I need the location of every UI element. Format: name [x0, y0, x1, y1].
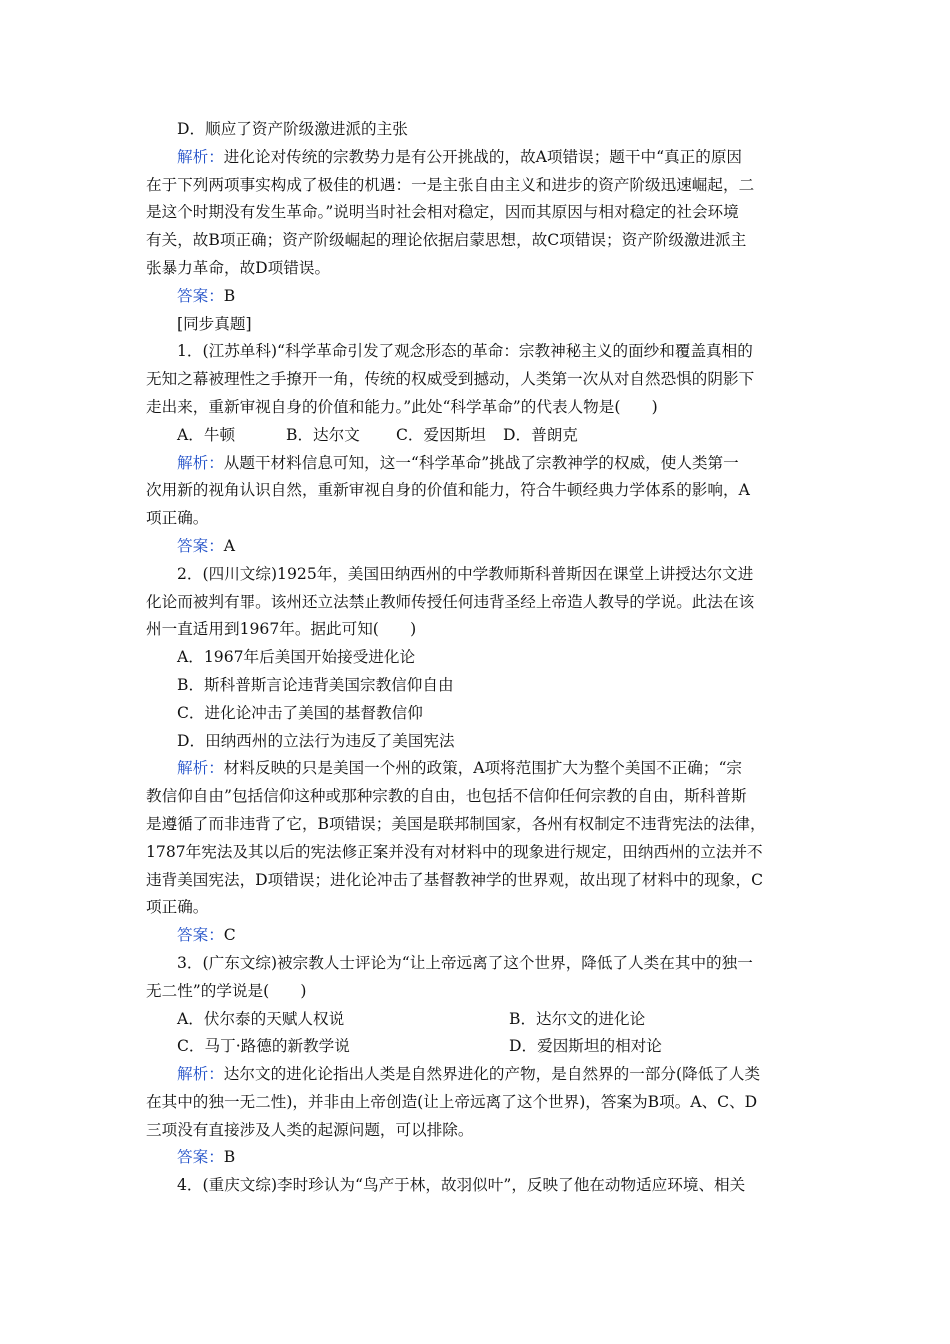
- answer-value: B: [223, 1148, 236, 1167]
- q2-analysis-line-5: 违背美国宪法，D项错误；进化论冲击了基督教神学的世界观，故出现了材料中的现象，C: [146, 870, 763, 889]
- q1-stem-line-2: 无知之幕被理性之手撩开一角，传统的权威受到撼动，人类第一次从对自然恐惧的阴影下: [146, 370, 755, 389]
- q1-analysis-line-1: 解析：从题干材料信息可知，这一“科学革命”挑战了宗教神学的权威，使人类第一: [177, 453, 739, 472]
- prev-analysis-line-2: 在于下列两项事实构成了极佳的机遇：一是主张自由主义和进步的资产阶级迅速崛起，二: [146, 175, 755, 194]
- answer-value: C: [223, 926, 236, 945]
- q4-stem-line-1: 4．(重庆文综)李时珍认为“鸟产于林，故羽似叶”，反映了他在动物适应环境、相关: [177, 1176, 746, 1195]
- q2-option-d: D．田纳西州的立法行为违反了美国宪法: [177, 731, 455, 750]
- section-heading: [同步真题]: [177, 314, 252, 333]
- q3-option-b: B．达尔文的进化论: [509, 1009, 646, 1028]
- q1-analysis-line-2: 次用新的视角认识自然，重新审视自身的价值和能力，符合牛顿经典力学体系的影响，A: [146, 481, 750, 500]
- q2-answer: [146, 922, 810, 950]
- answer-value: B: [223, 286, 236, 305]
- q1-option-c: C．爱因斯坦: [396, 425, 486, 444]
- q3-stem-line-1: 3．(广东文综)被宗教人士评论为“让上帝远离了这个世界，降低了人类在其中的独一: [177, 953, 753, 972]
- q3-option-d: D．爱因斯坦的相对论: [509, 1037, 662, 1056]
- prev-analysis-line-3: 是这个时期没有发生革命。”说明当时社会相对稳定，因而其原因与相对稳定的社会环境: [146, 203, 739, 222]
- q2-option-a: A．1967年后美国开始接受进化论: [177, 648, 416, 667]
- analysis-label: 解析：: [177, 147, 224, 166]
- q3-analysis-line-3: 三项没有直接涉及人类的起源问题，可以排除。: [146, 1120, 474, 1139]
- q1-option-a: A．牛顿: [177, 425, 236, 444]
- q3-stem-line-2: 无二性”的学说是( ): [146, 981, 307, 1000]
- q1-stem-line-1: 1．(江苏单科)“科学革命引发了观念形态的革命：宗教神秘主义的面纱和覆盖真相的: [177, 342, 753, 361]
- q2-analysis-line-6: 项正确。: [146, 898, 209, 917]
- answer-label: 答案：: [177, 1148, 224, 1167]
- q2-option-b: B．斯科普斯言论违背美国宗教信仰自由: [177, 675, 454, 694]
- q2-option-c: C．进化论冲击了美国的基督教信仰: [177, 703, 423, 722]
- q2-stem-line-1: 2．(四川文综)1925年，美国田纳西州的中学教师斯科普斯因在课堂上讲授达尔文进: [177, 564, 754, 583]
- analysis-label: 解析：: [177, 1065, 224, 1084]
- analysis-label: 解析：: [177, 759, 224, 778]
- q2-analysis-line-1: 解析：材料反映的只是美国一个州的政策，A项将范围扩大为整个美国不正确；“宗: [177, 759, 743, 778]
- q1-answer: [146, 533, 810, 561]
- q1-option-d: D．普朗克: [503, 425, 578, 444]
- answer-label: 答案：: [177, 286, 224, 305]
- q1-options: [146, 422, 810, 450]
- prev-analysis-line-1: 解析：进化论对传统的宗教势力是有公开挑战的，故A项错误；题干中“真正的原因: [177, 147, 743, 166]
- q3-option-a: A．伏尔泰的天赋人权说: [177, 1009, 345, 1028]
- q2-analysis-line-4: 1787年宪法及其以后的宪法修正案并没有对材料中的现象进行规定，田纳西州的立法并不: [146, 842, 763, 861]
- prev-option-d: D．顺应了资产阶级激进派的主张: [177, 120, 408, 138]
- q2-analysis-line-2: 教信仰自由”包括信仰这种或那种宗教的自由，也包括不信仰任何宗教的自由，斯科普斯: [146, 787, 747, 806]
- q2-stem-line-3: 州一直适用到1967年。据此可知( ): [146, 620, 417, 639]
- q2-stem-line-2: 化论而被判有罪。该州还立法禁止教师传授任何违背圣经上帝造人教导的学说。此法在该: [146, 592, 755, 611]
- q3-options-row-2: [146, 1033, 810, 1061]
- prev-analysis-line-5: 张暴力革命，故D项错误。: [146, 258, 331, 277]
- q3-analysis-line-2: 在其中的独一无二性)，并非由上帝创造(让上帝远离了这个世界)，答案为B项。A、C、D: [146, 1092, 758, 1111]
- q1-option-b: B．达尔文: [286, 425, 360, 444]
- analysis-label: 解析：: [177, 453, 224, 472]
- document-page: [146, 116, 810, 1200]
- q1-stem-line-3: 走出来，重新审视自身的价值和能力。”此处“科学革命”的代表人物是( ): [146, 397, 658, 416]
- answer-label: 答案：: [177, 536, 224, 555]
- q3-options-row-1: [146, 1006, 810, 1034]
- q3-answer: [146, 1144, 810, 1172]
- q3-option-c: C．马丁·路德的新教学说: [177, 1037, 350, 1056]
- prev-analysis-line-4: 有关，故B项正确；资产阶级崛起的理论依据启蒙思想，故C项错误；资产阶级激进派主: [146, 231, 747, 250]
- q2-analysis-line-3: 是遵循了而非违背了它，B项错误；美国是联邦制国家，各州有权制定不违背宪法的法律，: [146, 814, 766, 833]
- q3-analysis-line-1: 解析：达尔文的进化论指出人类是自然界进化的产物，是自然界的一部分(降低了人类: [177, 1065, 761, 1084]
- prev-answer: [146, 283, 810, 311]
- answer-label: 答案：: [177, 926, 224, 945]
- answer-value: A: [223, 536, 236, 555]
- q1-analysis-line-3: 项正确。: [146, 509, 209, 528]
